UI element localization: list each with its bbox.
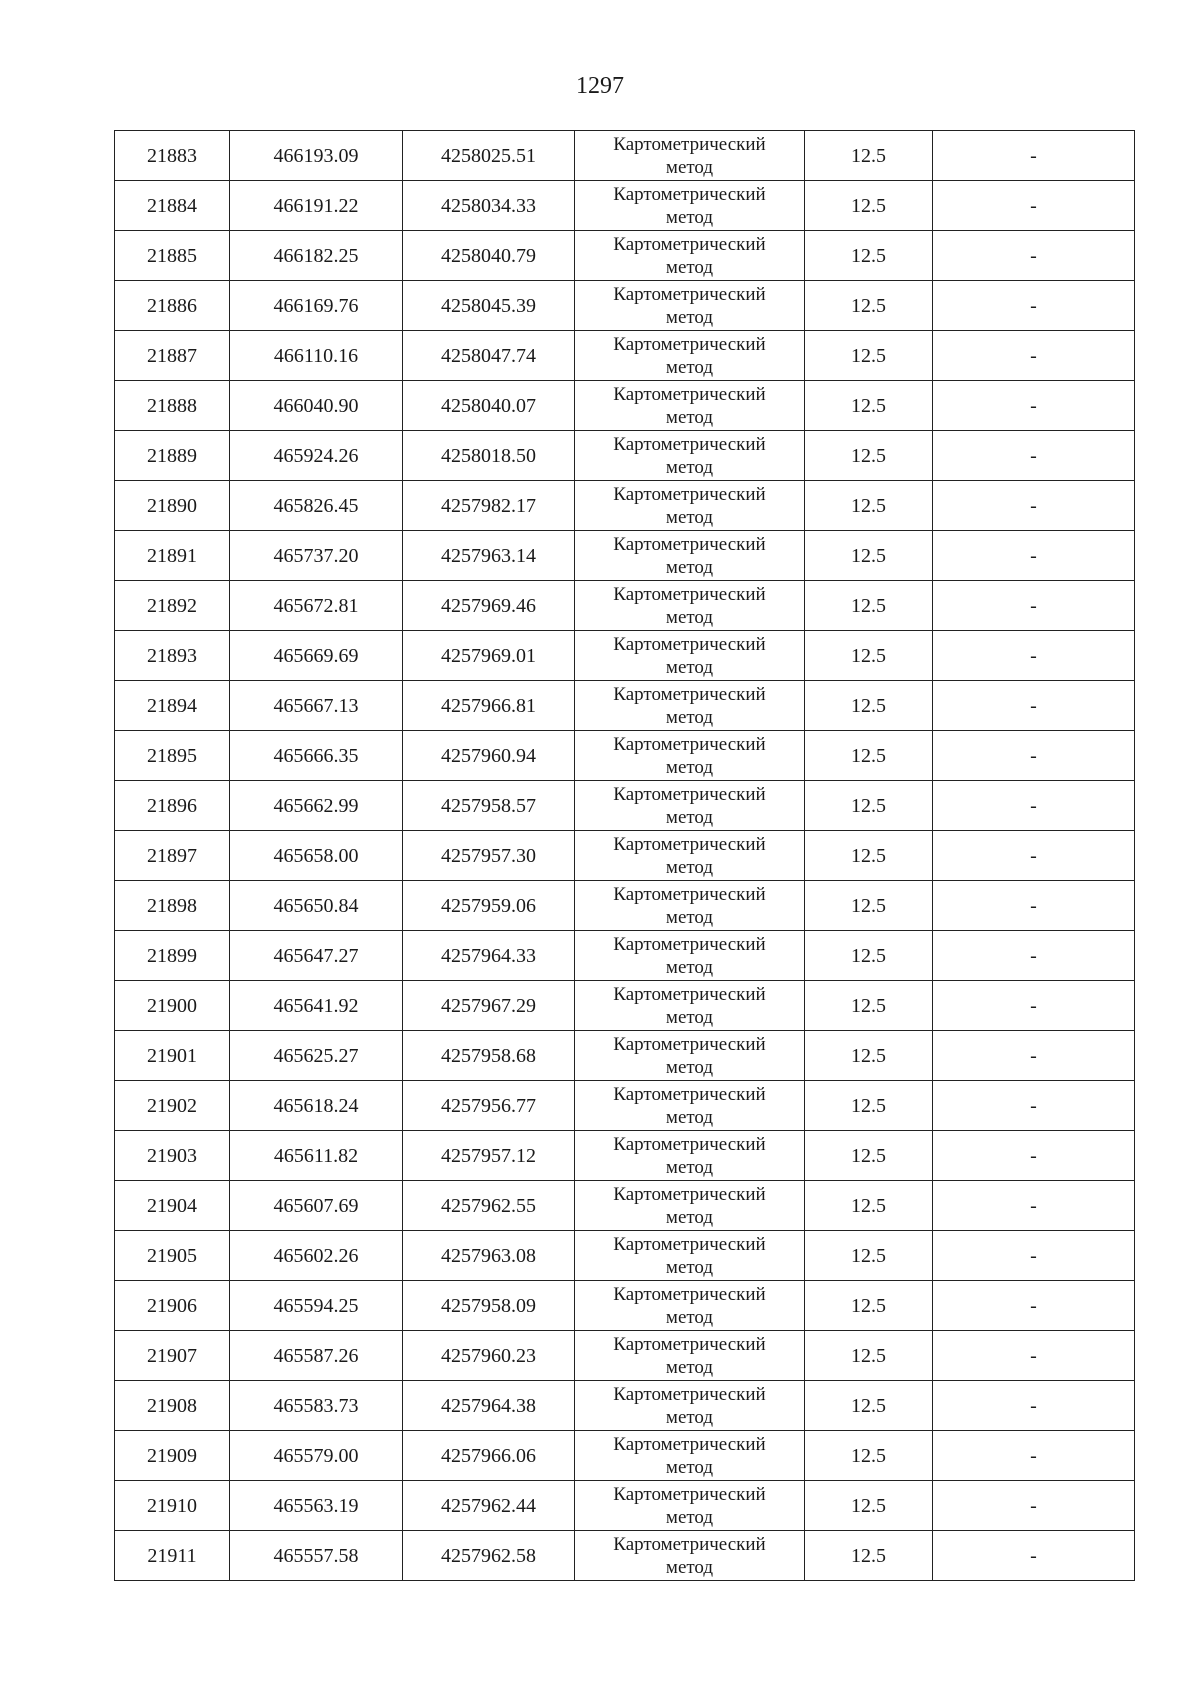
note-cell: - [933, 281, 1135, 331]
accuracy-cell: 12.5 [805, 1081, 933, 1131]
accuracy-cell: 12.5 [805, 1231, 933, 1281]
x-coordinate-cell: 465669.69 [230, 631, 403, 681]
y-coordinate-cell: 4258045.39 [403, 281, 575, 331]
note-cell: - [933, 581, 1135, 631]
method-line-1: Картометрический [613, 683, 766, 705]
note-cell: - [933, 981, 1135, 1031]
table-row [115, 1031, 1135, 1081]
point-number-cell: 21893 [115, 631, 230, 681]
accuracy-cell: 12.5 [805, 1381, 933, 1431]
note-cell: - [933, 1031, 1135, 1081]
y-coordinate-cell: 4257960.94 [403, 731, 575, 781]
point-number-cell: 21909 [115, 1431, 230, 1481]
method-cell [575, 631, 805, 681]
method-cell [575, 1181, 805, 1231]
method-cell [575, 981, 805, 1031]
method-cell [575, 781, 805, 831]
accuracy-cell: 12.5 [805, 681, 933, 731]
point-number-cell: 21895 [115, 731, 230, 781]
method-line-2: метод [665, 1156, 714, 1178]
method-line-2: метод [665, 1556, 714, 1578]
table-row [115, 1331, 1135, 1381]
method-line-2: метод [665, 1006, 714, 1028]
point-number-cell: 21897 [115, 831, 230, 881]
y-coordinate-cell: 4257959.06 [403, 881, 575, 931]
note-cell: - [933, 131, 1135, 181]
page-number: 1297 [576, 73, 624, 99]
method-cell [575, 131, 805, 181]
x-coordinate-cell: 465607.69 [230, 1181, 403, 1231]
y-coordinate-cell: 4258040.79 [403, 231, 575, 281]
method-cell [575, 1081, 805, 1131]
accuracy-cell: 12.5 [805, 931, 933, 981]
method-line-2: метод [665, 756, 714, 778]
note-cell: - [933, 1481, 1135, 1531]
note-cell: - [933, 331, 1135, 381]
accuracy-cell: 12.5 [805, 1481, 933, 1531]
method-line-2: метод [665, 906, 714, 928]
method-line-1: Картометрический [613, 583, 766, 605]
x-coordinate-cell: 465737.20 [230, 531, 403, 581]
method-line-1: Картометрический [613, 483, 766, 505]
method-cell [575, 581, 805, 631]
method-cell [575, 1131, 805, 1181]
table-row [115, 231, 1135, 281]
point-number-cell: 21899 [115, 931, 230, 981]
method-line-1: Картометрический [613, 1133, 766, 1155]
point-number-cell: 21886 [115, 281, 230, 331]
note-cell: - [933, 881, 1135, 931]
x-coordinate-cell: 465666.35 [230, 731, 403, 781]
x-coordinate-cell: 466110.16 [230, 331, 403, 381]
y-coordinate-cell: 4257956.77 [403, 1081, 575, 1131]
table-row [115, 431, 1135, 481]
x-coordinate-cell: 465602.26 [230, 1231, 403, 1281]
table-row [115, 331, 1135, 381]
method-cell [575, 1431, 805, 1481]
point-number-cell: 21883 [115, 131, 230, 181]
x-coordinate-cell: 466193.09 [230, 131, 403, 181]
point-number-cell: 21910 [115, 1481, 230, 1531]
method-line-2: метод [665, 606, 714, 628]
table-row [115, 181, 1135, 231]
method-line-2: метод [665, 206, 714, 228]
accuracy-cell: 12.5 [805, 1331, 933, 1381]
method-line-2: метод [665, 1456, 714, 1478]
method-cell [575, 531, 805, 581]
method-cell [575, 931, 805, 981]
table-row [115, 1231, 1135, 1281]
coordinates-table-body [115, 131, 1135, 1581]
method-line-2: метод [665, 1356, 714, 1378]
table-row [115, 1381, 1135, 1431]
note-cell: - [933, 1131, 1135, 1181]
note-cell: - [933, 481, 1135, 531]
table-row [115, 831, 1135, 881]
y-coordinate-cell: 4258018.50 [403, 431, 575, 481]
table-row [115, 1181, 1135, 1231]
method-line-1: Картометрический [613, 183, 766, 205]
method-line-1: Картометрический [613, 1483, 766, 1505]
y-coordinate-cell: 4257958.09 [403, 1281, 575, 1331]
method-line-2: метод [665, 1106, 714, 1128]
method-line-2: метод [665, 706, 714, 728]
accuracy-cell: 12.5 [805, 1281, 933, 1331]
x-coordinate-cell: 465667.13 [230, 681, 403, 731]
table-row [115, 481, 1135, 531]
table-row [115, 981, 1135, 1031]
note-cell: - [933, 631, 1135, 681]
method-line-1: Картометрический [613, 333, 766, 355]
x-coordinate-cell: 465557.58 [230, 1531, 403, 1581]
method-cell [575, 831, 805, 881]
accuracy-cell: 12.5 [805, 1131, 933, 1181]
accuracy-cell: 12.5 [805, 431, 933, 481]
x-coordinate-cell: 465658.00 [230, 831, 403, 881]
method-line-1: Картометрический [613, 1433, 766, 1455]
method-line-1: Картометрический [613, 433, 766, 455]
y-coordinate-cell: 4257963.14 [403, 531, 575, 581]
accuracy-cell: 12.5 [805, 631, 933, 681]
x-coordinate-cell: 466182.25 [230, 231, 403, 281]
method-line-2: метод [665, 956, 714, 978]
method-line-1: Картометрический [613, 1333, 766, 1355]
method-line-1: Картометрический [613, 933, 766, 955]
method-line-2: метод [665, 506, 714, 528]
x-coordinate-cell: 465587.26 [230, 1331, 403, 1381]
note-cell: - [933, 1231, 1135, 1281]
method-line-1: Картометрический [613, 983, 766, 1005]
x-coordinate-cell: 465563.19 [230, 1481, 403, 1531]
note-cell: - [933, 1381, 1135, 1431]
table-row [115, 731, 1135, 781]
method-line-2: метод [665, 1256, 714, 1278]
y-coordinate-cell: 4257964.38 [403, 1381, 575, 1431]
point-number-cell: 21902 [115, 1081, 230, 1131]
y-coordinate-cell: 4258047.74 [403, 331, 575, 381]
point-number-cell: 21894 [115, 681, 230, 731]
method-line-2: метод [665, 556, 714, 578]
method-cell [575, 1231, 805, 1281]
method-cell [575, 481, 805, 531]
note-cell: - [933, 1081, 1135, 1131]
method-cell [575, 281, 805, 331]
note-cell: - [933, 831, 1135, 881]
y-coordinate-cell: 4257969.01 [403, 631, 575, 681]
accuracy-cell: 12.5 [805, 181, 933, 231]
y-coordinate-cell: 4257962.58 [403, 1531, 575, 1581]
accuracy-cell: 12.5 [805, 1181, 933, 1231]
accuracy-cell: 12.5 [805, 781, 933, 831]
point-number-cell: 21903 [115, 1131, 230, 1181]
y-coordinate-cell: 4257982.17 [403, 481, 575, 531]
note-cell: - [933, 1281, 1135, 1331]
method-cell [575, 431, 805, 481]
method-line-1: Картометрический [613, 783, 766, 805]
table-row [115, 281, 1135, 331]
method-line-2: метод [665, 1056, 714, 1078]
y-coordinate-cell: 4258034.33 [403, 181, 575, 231]
point-number-cell: 21907 [115, 1331, 230, 1381]
point-number-cell: 21884 [115, 181, 230, 231]
method-line-1: Картометрический [613, 1533, 766, 1555]
method-line-1: Картометрический [613, 1033, 766, 1055]
point-number-cell: 21885 [115, 231, 230, 281]
point-number-cell: 21887 [115, 331, 230, 381]
method-cell [575, 881, 805, 931]
method-cell [575, 331, 805, 381]
method-line-1: Картометрический [613, 733, 766, 755]
accuracy-cell: 12.5 [805, 731, 933, 781]
y-coordinate-cell: 4258040.07 [403, 381, 575, 431]
accuracy-cell: 12.5 [805, 581, 933, 631]
y-coordinate-cell: 4257966.06 [403, 1431, 575, 1481]
method-line-1: Картометрический [613, 283, 766, 305]
method-cell [575, 681, 805, 731]
note-cell: - [933, 181, 1135, 231]
y-coordinate-cell: 4257964.33 [403, 931, 575, 981]
method-cell [575, 381, 805, 431]
method-line-1: Картометрический [613, 533, 766, 555]
table-row [115, 531, 1135, 581]
x-coordinate-cell: 466191.22 [230, 181, 403, 231]
accuracy-cell: 12.5 [805, 1531, 933, 1581]
method-line-2: метод [665, 806, 714, 828]
method-line-2: метод [665, 1406, 714, 1428]
note-cell: - [933, 1331, 1135, 1381]
table-row [115, 931, 1135, 981]
point-number-cell: 21890 [115, 481, 230, 531]
note-cell: - [933, 681, 1135, 731]
method-line-2: метод [665, 156, 714, 178]
note-cell: - [933, 1181, 1135, 1231]
point-number-cell: 21911 [115, 1531, 230, 1581]
x-coordinate-cell: 465641.92 [230, 981, 403, 1031]
method-line-1: Картометрический [613, 383, 766, 405]
accuracy-cell: 12.5 [805, 481, 933, 531]
method-line-2: метод [665, 356, 714, 378]
y-coordinate-cell: 4257962.55 [403, 1181, 575, 1231]
y-coordinate-cell: 4257957.30 [403, 831, 575, 881]
method-cell [575, 181, 805, 231]
method-line-2: метод [665, 1306, 714, 1328]
table-row [115, 1481, 1135, 1531]
point-number-cell: 21891 [115, 531, 230, 581]
y-coordinate-cell: 4257960.23 [403, 1331, 575, 1381]
table-row [115, 881, 1135, 931]
x-coordinate-cell: 465579.00 [230, 1431, 403, 1481]
accuracy-cell: 12.5 [805, 981, 933, 1031]
method-cell [575, 1531, 805, 1581]
x-coordinate-cell: 466040.90 [230, 381, 403, 431]
x-coordinate-cell: 465594.25 [230, 1281, 403, 1331]
table-row [115, 581, 1135, 631]
method-line-2: метод [665, 456, 714, 478]
method-line-2: метод [665, 256, 714, 278]
method-cell [575, 731, 805, 781]
point-number-cell: 21906 [115, 1281, 230, 1331]
note-cell: - [933, 1531, 1135, 1581]
y-coordinate-cell: 4257958.68 [403, 1031, 575, 1081]
method-line-1: Картометрический [613, 883, 766, 905]
method-line-2: метод [665, 306, 714, 328]
accuracy-cell: 12.5 [805, 331, 933, 381]
point-number-cell: 21889 [115, 431, 230, 481]
method-line-2: метод [665, 856, 714, 878]
method-cell [575, 231, 805, 281]
x-coordinate-cell: 465647.27 [230, 931, 403, 981]
accuracy-cell: 12.5 [805, 281, 933, 331]
y-coordinate-cell: 4257957.12 [403, 1131, 575, 1181]
x-coordinate-cell: 465583.73 [230, 1381, 403, 1431]
y-coordinate-cell: 4257962.44 [403, 1481, 575, 1531]
note-cell: - [933, 531, 1135, 581]
method-cell [575, 1381, 805, 1431]
table-row [115, 131, 1135, 181]
x-coordinate-cell: 465618.24 [230, 1081, 403, 1131]
y-coordinate-cell: 4257958.57 [403, 781, 575, 831]
table-row [115, 631, 1135, 681]
method-line-2: метод [665, 406, 714, 428]
table-row [115, 781, 1135, 831]
y-coordinate-cell: 4257963.08 [403, 1231, 575, 1281]
coordinates-table [114, 130, 1135, 1581]
method-line-1: Картометрический [613, 833, 766, 855]
y-coordinate-cell: 4257966.81 [403, 681, 575, 731]
point-number-cell: 21908 [115, 1381, 230, 1431]
accuracy-cell: 12.5 [805, 1431, 933, 1481]
method-line-1: Картометрический [613, 233, 766, 255]
note-cell: - [933, 431, 1135, 481]
point-number-cell: 21905 [115, 1231, 230, 1281]
table-row [115, 1281, 1135, 1331]
table-row [115, 1131, 1135, 1181]
x-coordinate-cell: 466169.76 [230, 281, 403, 331]
point-number-cell: 21888 [115, 381, 230, 431]
note-cell: - [933, 931, 1135, 981]
x-coordinate-cell: 465826.45 [230, 481, 403, 531]
table-row [115, 681, 1135, 731]
x-coordinate-cell: 465924.26 [230, 431, 403, 481]
method-cell [575, 1281, 805, 1331]
point-number-cell: 21900 [115, 981, 230, 1031]
note-cell: - [933, 781, 1135, 831]
method-line-2: метод [665, 1506, 714, 1528]
note-cell: - [933, 381, 1135, 431]
method-line-1: Картометрический [613, 133, 766, 155]
note-cell: - [933, 731, 1135, 781]
table-row [115, 1531, 1135, 1581]
table-row [115, 1081, 1135, 1131]
method-line-1: Картометрический [613, 1083, 766, 1105]
x-coordinate-cell: 465650.84 [230, 881, 403, 931]
y-coordinate-cell: 4258025.51 [403, 131, 575, 181]
table-row [115, 1431, 1135, 1481]
method-line-1: Картометрический [613, 1183, 766, 1205]
point-number-cell: 21892 [115, 581, 230, 631]
accuracy-cell: 12.5 [805, 831, 933, 881]
method-line-2: метод [665, 1206, 714, 1228]
accuracy-cell: 12.5 [805, 381, 933, 431]
note-cell: - [933, 231, 1135, 281]
x-coordinate-cell: 465662.99 [230, 781, 403, 831]
point-number-cell: 21904 [115, 1181, 230, 1231]
accuracy-cell: 12.5 [805, 881, 933, 931]
x-coordinate-cell: 465672.81 [230, 581, 403, 631]
x-coordinate-cell: 465625.27 [230, 1031, 403, 1081]
method-line-1: Картометрический [613, 633, 766, 655]
y-coordinate-cell: 4257967.29 [403, 981, 575, 1031]
note-cell: - [933, 1431, 1135, 1481]
point-number-cell: 21901 [115, 1031, 230, 1081]
accuracy-cell: 12.5 [805, 1031, 933, 1081]
accuracy-cell: 12.5 [805, 231, 933, 281]
method-cell [575, 1331, 805, 1381]
point-number-cell: 21898 [115, 881, 230, 931]
table-row [115, 381, 1135, 431]
x-coordinate-cell: 465611.82 [230, 1131, 403, 1181]
method-line-1: Картометрический [613, 1233, 766, 1255]
method-cell [575, 1481, 805, 1531]
point-number-cell: 21896 [115, 781, 230, 831]
method-line-1: Картометрический [613, 1283, 766, 1305]
method-line-2: метод [665, 656, 714, 678]
accuracy-cell: 12.5 [805, 531, 933, 581]
method-line-1: Картометрический [613, 1383, 766, 1405]
y-coordinate-cell: 4257969.46 [403, 581, 575, 631]
accuracy-cell: 12.5 [805, 131, 933, 181]
method-cell [575, 1031, 805, 1081]
